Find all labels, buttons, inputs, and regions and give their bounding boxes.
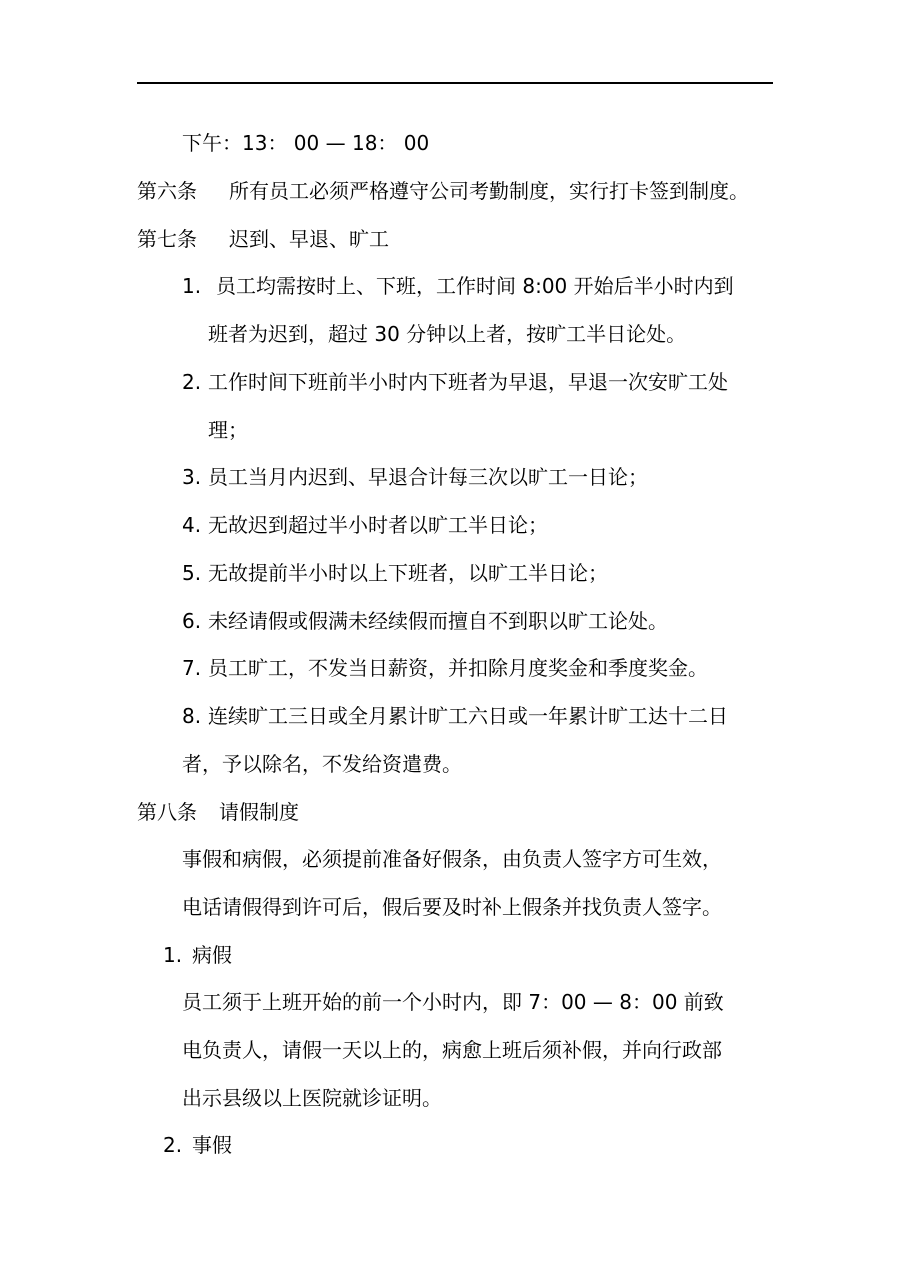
list-text: 无故迟到超过半小时者以旷工半日论； — [208, 513, 548, 537]
paragraph-text: 电负责人，请假一天以上的，病愈上班后须补假，并向行政部 — [182, 1038, 722, 1062]
leave-paragraph-line-1 — [182, 847, 722, 871]
list-number: 5. — [182, 561, 202, 585]
list-number: 3. — [182, 465, 202, 489]
paragraph-text: 事假和病假，必须提前准备好假条，由负责人签字方可生效， — [182, 847, 722, 871]
list-number: 1. — [163, 943, 183, 967]
list-item-6 — [182, 609, 668, 633]
afternoon-hours-line — [182, 131, 429, 155]
list-item-8 — [182, 704, 728, 728]
list-number: 8. — [182, 704, 202, 728]
list-text: 班者为迟到，超过 30 分钟以上者，按旷工半日论处。 — [208, 322, 687, 346]
sick-leave-line-2 — [182, 1038, 722, 1062]
list-number: 7. — [182, 656, 202, 680]
article-7 — [137, 227, 389, 251]
article-6 — [137, 179, 749, 203]
paragraph-text: 出示县级以上医院就诊证明。 — [182, 1086, 442, 1110]
list-number: 6. — [182, 609, 202, 633]
sick-leave-heading — [163, 943, 232, 967]
list-number: 2. — [182, 370, 202, 394]
article-title: 请假制度 — [219, 800, 299, 824]
article-title: 迟到、早退、旷工 — [229, 227, 389, 251]
article-text: 所有员工必须严格遵守公司考勤制度，实行打卡签到制度。 — [229, 179, 749, 203]
list-text: 员工均需按时上、下班，工作时间 8:00 开始后半小时内到 — [216, 274, 734, 298]
list-text: 工作时间下班前半小时内下班者为早退，早退一次安旷工处 — [208, 370, 728, 394]
list-item-5 — [182, 561, 608, 585]
list-item-7 — [182, 656, 708, 680]
list-item-2 — [182, 370, 728, 394]
list-text: 理； — [208, 418, 248, 442]
list-number: 1. — [182, 274, 202, 298]
list-item-2-continued — [208, 418, 248, 442]
list-text: 员工旷工，不发当日薪资，并扣除月度奖金和季度奖金。 — [208, 656, 708, 680]
header-rule — [137, 82, 773, 84]
paragraph-text: 电话请假得到许可后，假后要及时补上假条并找负责人签字。 — [182, 895, 722, 919]
list-text: 员工当月内迟到、早退合计每三次以旷工一日论； — [208, 465, 648, 489]
article-label: 第八条 — [137, 800, 197, 824]
personal-leave-heading — [163, 1133, 232, 1157]
list-text: 事假 — [192, 1133, 232, 1157]
sick-leave-line-3 — [182, 1086, 442, 1110]
list-item-1 — [182, 274, 734, 298]
article-8 — [137, 800, 299, 824]
list-item-1-continued — [208, 322, 686, 346]
list-number: 2. — [163, 1133, 183, 1157]
list-text: 者，予以除名，不发给资遣费。 — [182, 752, 462, 776]
list-item-8-continued — [182, 752, 462, 776]
list-text: 未经请假或假满未经续假而擅自不到职以旷工论处。 — [208, 609, 668, 633]
list-item-3 — [182, 465, 648, 489]
list-item-4 — [182, 513, 548, 537]
sick-leave-line-1 — [182, 990, 724, 1014]
list-number: 4. — [182, 513, 202, 537]
list-text: 病假 — [192, 943, 232, 967]
list-text: 无故提前半小时以上下班者，以旷工半日论； — [208, 561, 608, 585]
line-text: 下午：13： 00 — 18： 00 — [182, 131, 430, 155]
article-label: 第七条 — [137, 227, 197, 251]
article-label: 第六条 — [137, 179, 197, 203]
paragraph-text: 员工须于上班开始的前一个小时内，即 7：00 — 8：00 前致 — [182, 990, 724, 1014]
list-text: 连续旷工三日或全月累计旷工六日或一年累计旷工达十二日 — [208, 704, 728, 728]
leave-paragraph-line-2 — [182, 895, 722, 919]
